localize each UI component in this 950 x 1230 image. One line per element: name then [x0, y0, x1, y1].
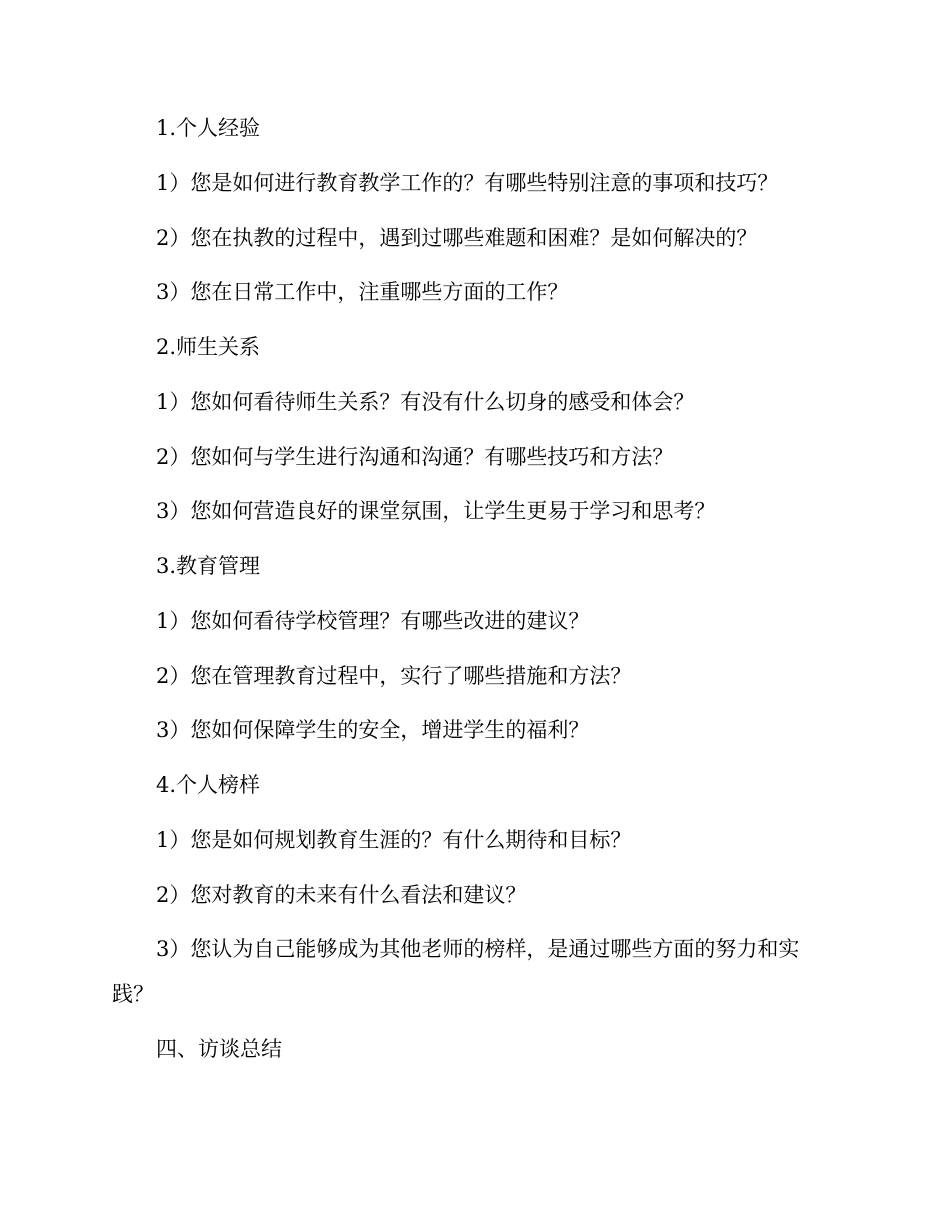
- question-item: 1）您是如何进行教育教学工作的？有哪些特别注意的事项和技巧？: [156, 171, 779, 195]
- question-item: 2）您在执教的过程中，遇到过哪些难题和困难？是如何解决的？: [156, 226, 758, 250]
- section-heading-personal-role-model: 4.个人榜样: [156, 773, 261, 797]
- section-heading-education-management: 3.教育管理: [156, 554, 261, 578]
- question-item: 2）您如何与学生进行沟通和沟通？有哪些技巧和方法？: [156, 445, 674, 469]
- question-item: 3）您如何保障学生的安全，增进学生的福利？: [156, 718, 590, 742]
- question-item-continuation: 践？: [112, 982, 154, 1006]
- question-item: 2）您在管理教育过程中，实行了哪些措施和方法？: [156, 664, 632, 688]
- section-heading-interview-summary: 四、访谈总结: [156, 1037, 282, 1061]
- question-item: 3）您认为自己能够成为其他老师的榜样，是通过哪些方面的努力和实: [156, 937, 800, 961]
- question-item: 2）您对教育的未来有什么看法和建议？: [156, 883, 527, 907]
- question-item: 3）您在日常工作中，注重哪些方面的工作？: [156, 280, 569, 304]
- section-heading-personal-experience: 1.个人经验: [156, 116, 261, 140]
- question-item: 1）您如何看待学校管理？有哪些改进的建议？: [156, 609, 590, 633]
- question-item: 3）您如何营造良好的课堂氛围，让学生更易于学习和思考？: [156, 499, 716, 523]
- section-heading-teacher-student-relationship: 2.师生关系: [156, 335, 261, 359]
- question-item: 1）您如何看待师生关系？有没有什么切身的感受和体会？: [156, 390, 695, 414]
- question-item: 1）您是如何规划教育生涯的？有什么期待和目标？: [156, 828, 632, 852]
